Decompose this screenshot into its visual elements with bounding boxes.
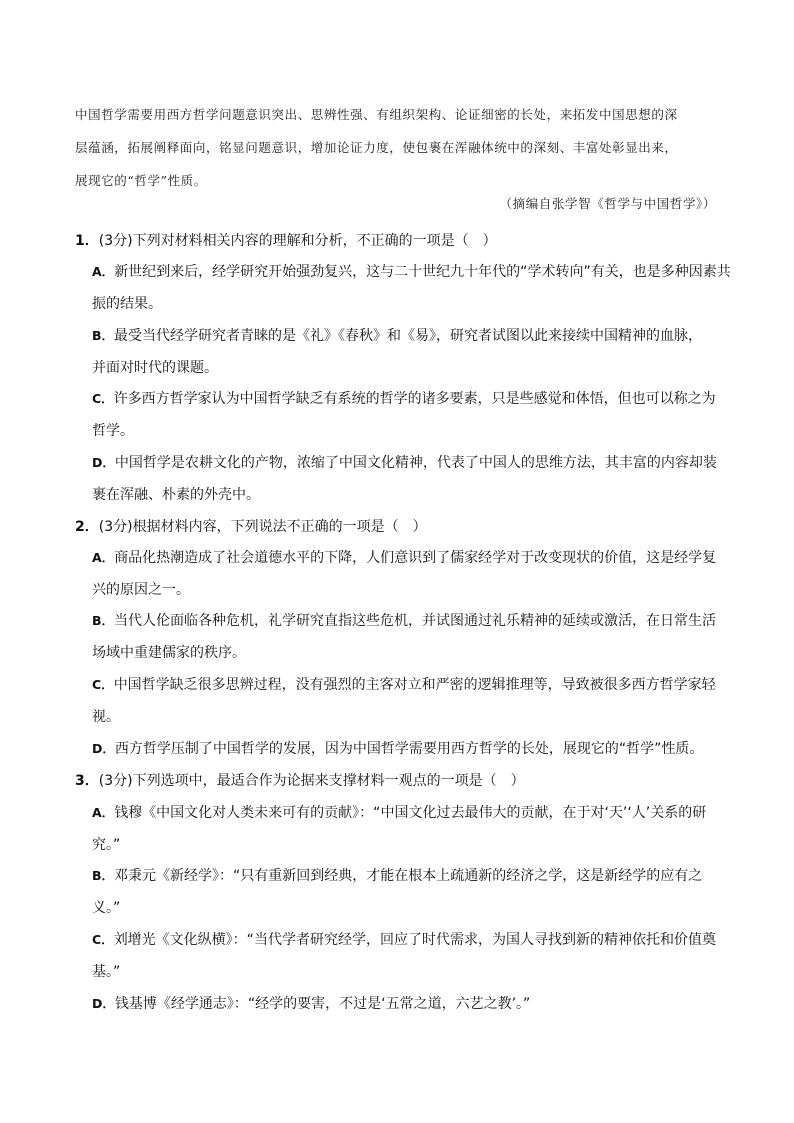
option-letter: B． [92,868,115,883]
option-3d [92,988,732,1020]
option-letter: C． [92,677,114,692]
option-letter: D． [92,741,115,756]
option-text: 兴的原因之一。 [92,582,190,598]
option-text: 场域中重建儒家的秩序。 [92,645,246,661]
option-text: 西方哲学压制了中国哲学的发展，因为中国哲学需要用西方哲学的长处，展现它的“哲学”性质。 [114,741,704,757]
option-text: 裹在浑融、朴素的外壳中。 [92,487,260,503]
option-text: 新世纪到来后，经学研究开始强劲复兴，这与二十世纪九十年代的“学术转向”有关，也是多种因素共 [114,264,731,280]
option-letter: D． [92,996,115,1011]
option-2a [92,542,732,606]
option-text: 哲学。 [92,423,134,439]
option-letter: C． [92,932,114,947]
option-2c [92,669,732,733]
option-letter: C． [92,391,114,406]
option-letter: A． [92,264,115,279]
question-3 [75,770,735,790]
option-text: 基。” [92,964,121,980]
option-letter: B． [92,328,115,343]
passage-line: 中国哲学需要用西方哲学问题意识突出、思辨性强、有组织架构、论证细密的长处，来拓发中国思想的深 [75,107,678,122]
option-3b [92,860,732,924]
question-points: (3分) [98,773,133,789]
option-text: 钱穆《中国文化对人类未来可有的贡献》：“中国文化过去最伟大的贡献，在于对‘天’‘人’关系的研 [114,805,707,821]
option-text: 最受当代经学研究者青睐的是《礼》《春秋》和《易》，研究者试图以此来接续中国精神的血脉， [114,328,703,344]
option-text: 究。” [92,837,121,853]
option-text: 当代人伦面临各种危机，礼学研究直指这些危机，并试图通过礼乐精神的延续或激活，在日常生活 [114,613,717,629]
option-3a [92,797,732,861]
option-text: 并面对时代的课题。 [92,360,218,376]
question-points: (3分) [98,519,133,535]
option-letter: D． [92,455,115,470]
passage-line: 展现它的“哲学”性质。 [75,173,207,188]
option-text: 振的结果。 [92,296,162,312]
option-1c [92,383,732,447]
question-1 [75,230,735,250]
option-text: 钱基博《经学通志》：“经学的要害，不过是‘五常之道，六艺之教’。” [114,996,531,1012]
option-text: 邓秉元《新经学》：“只有重新回到经典，才能在根本上疏通新的经济之学，这是新经学的应有之 [114,868,703,884]
passage-source: （摘编自张学智《哲学与中国哲学》） [499,196,716,211]
option-text: 义。” [92,900,121,916]
option-text: 中国哲学缺乏很多思辨过程，没有强烈的主客对立和严密的逻辑推理等，导致被很多西方哲学家轻 [113,677,716,693]
option-2b [92,605,732,669]
option-text: 中国哲学是农耕文化的产物，浓缩了中国文化精神，代表了中国人的思维方法，其丰富的内容却装 [114,455,717,471]
question-number: 2． [75,519,99,535]
option-letter: B． [92,613,115,628]
question-number: 3． [75,773,99,789]
option-letter: A． [92,550,115,565]
option-text: 商品化热潮造成了社会道德水平的下降，人们意识到了儒家经学对于改变现状的价值，这是经学复 [114,550,717,566]
question-points: (3分) [98,233,133,249]
passage-line: 层蕴涵，拓展阐释面向，铭显问题意识，增加论证力度，使包裹在浑融体统中的深刻、丰富处彰显出来， [75,140,678,155]
option-text: 视。 [92,709,120,725]
question-2 [75,516,735,536]
option-1b [92,320,732,384]
option-text: 刘增光《文化纵横》：“当代学者研究经学，回应了时代需求，为国人寻找到新的精神依托和价值奠 [113,932,716,948]
question-stem: 下列选项中，最适合作为论据来支撑材料一观点的一项是（ ） [132,773,525,789]
passage-excerpt [75,98,720,197]
option-1a [92,256,732,320]
question-stem: 下列对材料相关内容的理解和分析，不正确的一项是（ ） [132,233,497,249]
option-letter: A． [92,805,115,820]
question-number: 1． [75,233,99,249]
option-text: 许多西方哲学家认为中国哲学缺乏有系统的哲学的诸多要素，只是些感觉和体悟，但也可以称之为 [113,391,716,407]
option-2d [92,733,732,765]
question-stem: 根据材料内容，下列说法不正确的一项是（ ） [132,519,427,535]
option-1d [92,447,732,511]
option-3c [92,924,732,988]
